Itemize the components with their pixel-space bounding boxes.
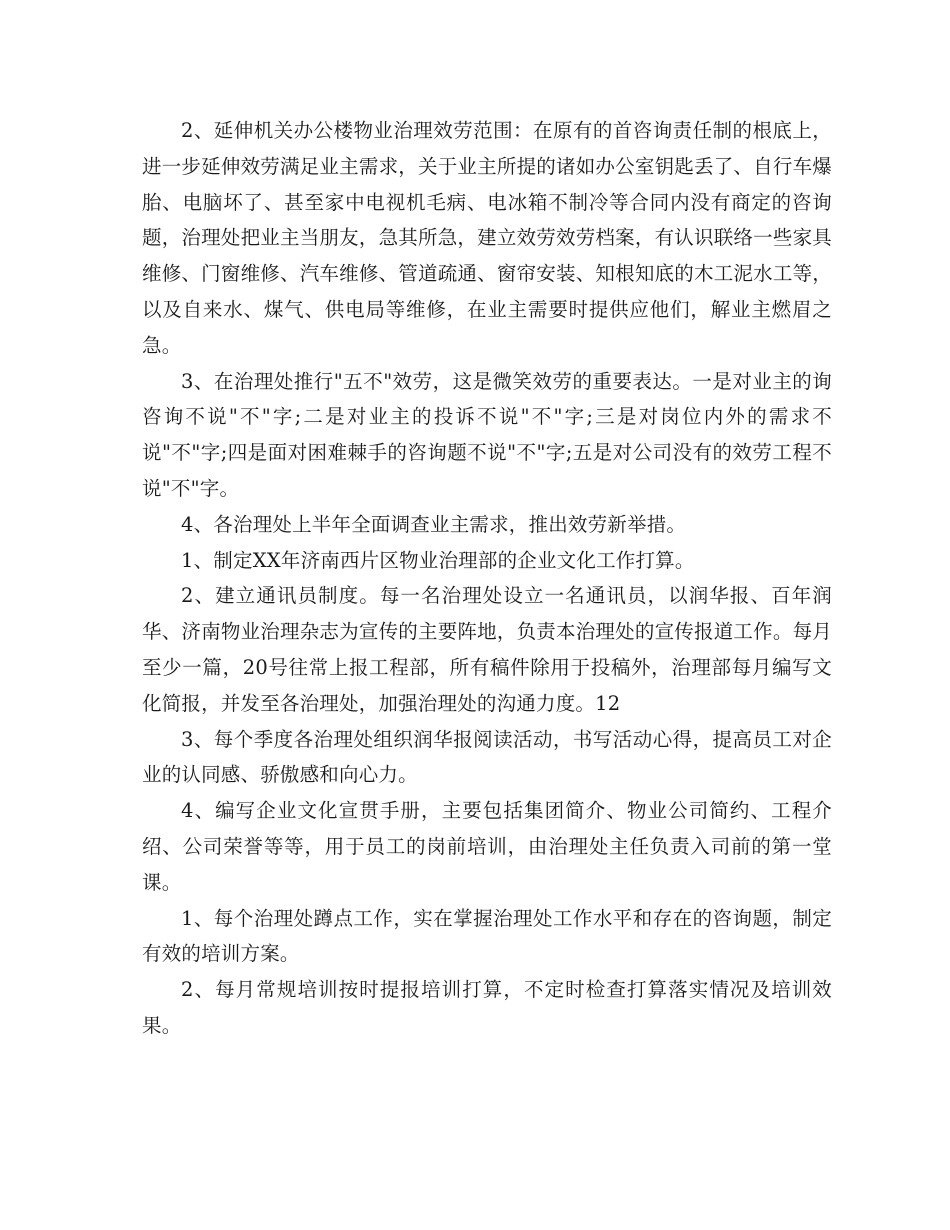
paragraph-onsite-work: 1、每个治理处蹲点工作，实在掌握治理处工作水平和存在的咨询题，制定有效的培训方案。 [142, 906, 832, 966]
paragraph-culture-handbook: 4、编写企业文化宣贯手册，主要包括集团简介、物业公司简约、工程介绍、公司荣誉等等，用于员工的岗前培训，由治理处主任负责入司前的第一堂课。 [142, 799, 832, 894]
document-body [142, 113, 832, 1044]
paragraph-culture-plan: 1、制定XX年济南西片区物业治理部的企业文化工作打算。 [181, 548, 695, 572]
paragraph-correspondent-system: 2、建立通讯员制度。每一名治理处设立一名通讯员，以润华报、百年润华、济南物业治理杂志为宣传的主要阵地，负责本治理处的宣传报道工作。每月至少一篇，20号往常上报工程部，所有稿件除用于投稿外，治理部每月编写文化简报，并发至各治理处，加强治理处的沟通力度。12 [142, 584, 832, 715]
paragraph-monthly-training: 2、每月常规培训按时提报培训打算，不定时检查打算落实情况及培训效果。 [142, 978, 832, 1037]
paragraph-five-no-service: 3、在治理处推行"五不"效劳，这是微笑效劳的重要表达。一是对业主的询咨询不说"不"字;二是对业主的投诉不说"不"字;三是对岗位内外的需求不说"不"字;四是面对困难棘手的咨询题不说"不"字;五是对公司没有的效劳工程不说"不"字。 [142, 369, 832, 500]
paragraph-reading-activity: 3、每个季度各治理处组织润华报阅读活动，书写活动心得，提高员工对企业的认同感、骄傲感和向心力。 [142, 727, 832, 787]
paragraph-survey-needs: 4、各治理处上半年全面调查业主需求，推出效劳新举措。 [181, 512, 687, 536]
paragraph-service-scope: 2、延伸机关办公楼物业治理效劳范围：在原有的首咨询责任制的根底上，进一步延伸效劳满足业主需求，关于业主所提的诸如办公室钥匙丢了、自行车爆胎、电脑坏了、甚至家中电视机毛病、电冰箱不制冷等合同内没有商定的咨询题，治理处把业主当朋友，急其所急，建立效劳效劳档案，有认识联络一些家具维修、门窗维修、汽车维修、管道疏通、窗帘安装、知根知底的木工泥水工等，以及自来水、煤气、供电局等维修，在业主需要时提供应他们，解业主燃眉之急。 [142, 119, 832, 357]
